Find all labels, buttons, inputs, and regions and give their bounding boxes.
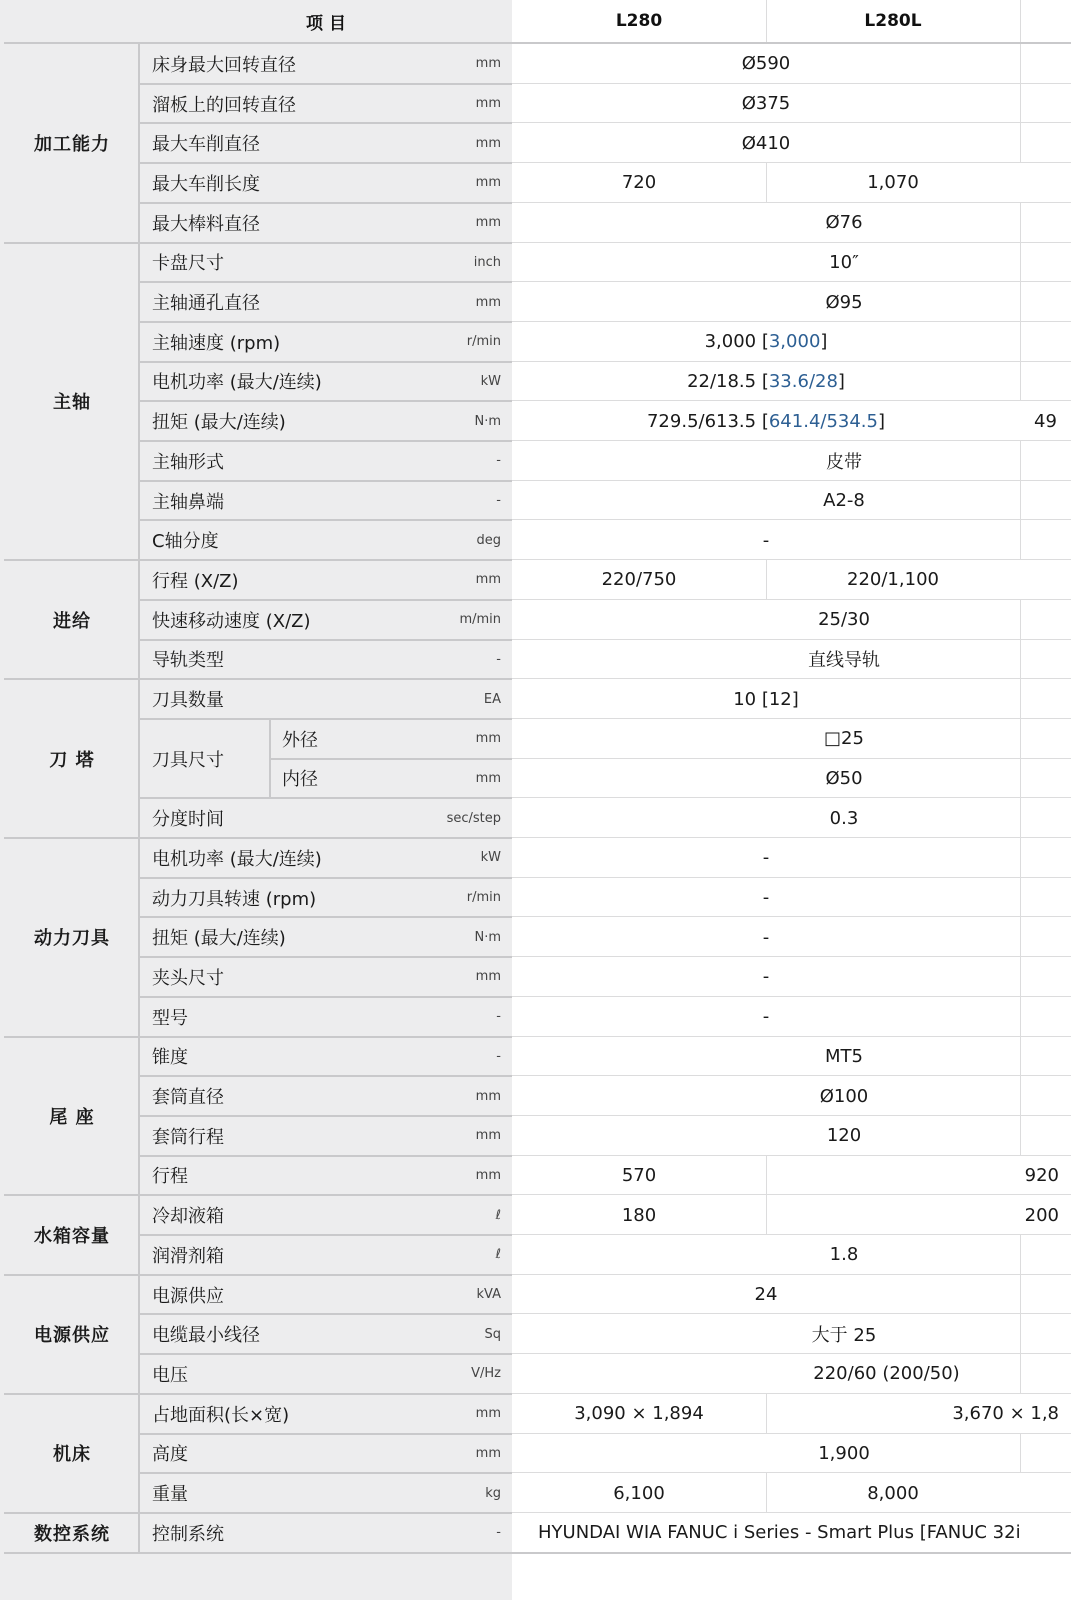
row-divider-label xyxy=(140,122,512,124)
spec-value: Ø375 xyxy=(512,84,1020,124)
row-divider-label xyxy=(140,718,512,720)
value-right-divider xyxy=(1020,1434,1021,1474)
value-right-divider xyxy=(1020,203,1021,243)
value-right-divider xyxy=(1020,243,1021,283)
spec-item-label: 最大棒料直径 xyxy=(140,203,390,243)
spec-item-label: 行程 (X/Z) xyxy=(140,560,390,600)
spec-unit: m/min xyxy=(390,600,512,640)
spec-item-label: C轴分度 xyxy=(140,520,390,560)
spec-value-l280l: 8,000 xyxy=(766,1473,1020,1513)
spec-unit: mm xyxy=(390,163,512,203)
row-divider-label xyxy=(270,758,512,760)
row-divider-value xyxy=(512,559,1071,560)
spec-value: 24 xyxy=(512,1275,1020,1315)
header-divider xyxy=(4,42,1071,44)
row-divider-value xyxy=(512,1313,1071,1314)
value-right-divider xyxy=(1020,1037,1021,1077)
row-divider-label xyxy=(140,639,512,641)
spec-value-l280l: 3,670 × 1,8 xyxy=(766,1394,1071,1434)
category-spindle: 主轴 xyxy=(4,243,140,561)
row-divider-value xyxy=(512,281,1071,282)
value-right-divider xyxy=(1020,441,1021,481)
value-right-divider xyxy=(1020,1076,1021,1116)
spec-value: 25/30 xyxy=(642,600,1046,640)
spec-value-l280: 570 xyxy=(512,1156,766,1196)
row-divider-value xyxy=(512,361,1071,362)
spec-value: 直线导轨 xyxy=(642,640,1046,680)
row-divider-value xyxy=(512,83,1071,84)
category-tank: 水箱容量 xyxy=(4,1195,140,1274)
spec-item-label: 行程 xyxy=(140,1156,390,1196)
spec-item-label: 卡盘尺寸 xyxy=(140,243,390,283)
row-divider-value xyxy=(512,996,1071,997)
spec-item-label: 主轴速度 (rpm) xyxy=(140,322,390,362)
value-right-divider xyxy=(1020,957,1021,997)
spec-value-option: 641.4/534.5 xyxy=(768,410,878,432)
row-divider-value xyxy=(512,162,1071,163)
spec-item-label: 重量 xyxy=(140,1473,390,1513)
row-divider-value xyxy=(512,1194,1071,1195)
spec-value: 1.8 xyxy=(642,1235,1046,1275)
spec-unit: - xyxy=(390,997,512,1037)
value-right-divider xyxy=(1020,798,1021,838)
spec-unit: - xyxy=(390,640,512,680)
category-machine: 机床 xyxy=(4,1394,140,1513)
row-divider-value xyxy=(512,678,1071,679)
spec-unit: r/min xyxy=(390,322,512,362)
spec-item-label: 冷却液箱 xyxy=(140,1195,390,1235)
spec-item-label: 导轨类型 xyxy=(140,640,390,680)
spec-unit: mm xyxy=(390,1434,512,1474)
spec-item-label: 动力刀具转速 (rpm) xyxy=(140,878,390,918)
spec-value-text: 22/18.5 [ xyxy=(687,370,769,392)
row-divider-label xyxy=(140,1353,512,1355)
value-right-divider xyxy=(1020,917,1021,957)
row-divider-label xyxy=(140,996,512,998)
value-right-divider xyxy=(1020,719,1021,759)
row-divider-label xyxy=(140,281,512,283)
spec-unit: mm xyxy=(390,1116,512,1156)
spec-value-l280l: 920 xyxy=(766,1156,1071,1196)
spec-value-bracket: ] xyxy=(820,331,828,353)
spec-unit: mm xyxy=(390,203,512,243)
value-right-divider xyxy=(1020,878,1021,918)
value-right-divider xyxy=(1020,322,1021,362)
row-divider-value xyxy=(512,639,1071,640)
row-divider-label xyxy=(4,1274,512,1276)
spec-value-l280l: 220/1,100 xyxy=(766,560,1020,600)
spec-unit: kVA xyxy=(390,1275,512,1315)
row-divider-label xyxy=(140,1313,512,1315)
value-split-divider xyxy=(766,1156,767,1196)
header-model-l280l: L280L xyxy=(766,0,1020,42)
value-right-divider xyxy=(1020,759,1021,799)
value-right-divider xyxy=(1020,1275,1021,1315)
row-divider-value xyxy=(512,1036,1071,1037)
spec-unit: mm xyxy=(390,719,512,759)
spec-value: - xyxy=(512,878,1020,918)
row-divider-value xyxy=(512,1472,1071,1473)
value-right-divider xyxy=(1020,520,1021,560)
row-divider-label xyxy=(4,1194,512,1196)
row-divider-label xyxy=(140,956,512,958)
value-right-divider xyxy=(1020,84,1021,124)
spec-unit: ℓ xyxy=(390,1235,512,1275)
header-model-l280: L280 xyxy=(512,0,766,42)
turret-tool-size-label: 刀具尺寸 xyxy=(140,719,270,798)
spec-value: A2-8 xyxy=(642,481,1046,521)
spec-value: 120 xyxy=(642,1116,1046,1156)
spec-value: 皮带 xyxy=(642,441,1046,481)
spec-unit: mm xyxy=(390,44,512,84)
spec-item-label: 高度 xyxy=(140,1434,390,1474)
spec-value: Ø410 xyxy=(512,123,1020,163)
row-divider-value xyxy=(512,1155,1071,1156)
spec-unit: mm xyxy=(390,560,512,600)
spec-item-label: 电机功率 (最大/连续) xyxy=(140,838,390,878)
spec-unit: mm xyxy=(390,759,512,799)
value-right-divider xyxy=(1020,481,1021,521)
row-divider-value xyxy=(512,718,1071,719)
category-turret: 刀 塔 xyxy=(4,679,140,838)
spec-unit: ℓ xyxy=(390,1195,512,1235)
spec-value: 大于 25 xyxy=(642,1314,1046,1354)
row-divider-label xyxy=(140,321,512,323)
row-divider-label xyxy=(140,162,512,164)
table-bottom-line xyxy=(4,1552,1071,1554)
spec-value: MT5 xyxy=(642,1037,1046,1077)
value-right-divider xyxy=(1020,362,1021,402)
value-right-divider xyxy=(1020,1314,1021,1354)
row-divider-value xyxy=(512,1274,1071,1275)
spec-item-label: 刀具数量 xyxy=(140,679,390,719)
spec-value: 1,900 xyxy=(642,1434,1046,1474)
spec-item-label: 电压 xyxy=(140,1354,390,1394)
row-divider-value xyxy=(512,758,1071,759)
spec-unit: N·m xyxy=(390,917,512,957)
row-divider-label xyxy=(4,837,512,839)
value-right-divider xyxy=(1020,640,1021,680)
spec-value-l280: 3,090 × 1,894 xyxy=(512,1394,766,1434)
category-feed: 进给 xyxy=(4,560,140,679)
row-divider-value xyxy=(512,797,1071,798)
row-divider-value xyxy=(512,202,1071,203)
value-right-divider xyxy=(1020,1235,1021,1275)
spec-value: 220/60 (200/50) xyxy=(702,1354,1071,1394)
row-divider-label xyxy=(140,916,512,918)
spec-value: - xyxy=(512,917,1020,957)
row-divider-label xyxy=(140,202,512,204)
spec-value-text: 3,000 [ xyxy=(704,331,769,353)
category-power: 电源供应 xyxy=(4,1275,140,1394)
value-right-divider xyxy=(1020,997,1021,1037)
spec-unit: mm xyxy=(390,957,512,997)
row-divider-label xyxy=(4,678,512,680)
header-model-divider xyxy=(766,0,767,42)
row-divider-value xyxy=(512,122,1071,123)
spec-value-bracket: ] xyxy=(877,410,886,432)
spec-value: - xyxy=(512,838,1020,878)
value-right-divider xyxy=(1020,1116,1021,1156)
spec-item-label: 主轴通孔直径 xyxy=(140,282,390,322)
value-right-divider xyxy=(1020,838,1021,878)
spec-value: Ø590 xyxy=(512,44,1020,84)
row-divider-value xyxy=(512,242,1071,243)
spec-item-label: 主轴形式 xyxy=(140,441,390,481)
row-divider-value xyxy=(512,480,1071,481)
row-divider-label xyxy=(140,877,512,879)
spec-item-label: 夹头尺寸 xyxy=(140,957,390,997)
row-divider-value xyxy=(512,321,1071,322)
spec-unit: V/Hz xyxy=(390,1354,512,1394)
row-divider-label xyxy=(140,400,512,402)
spec-value-option: 33.6/28 xyxy=(768,370,838,392)
spec-unit: sec/step xyxy=(390,798,512,838)
spec-item-label: 内径 xyxy=(270,759,390,799)
spec-value: Ø95 xyxy=(642,282,1046,322)
spec-value: Ø100 xyxy=(642,1076,1046,1116)
value-right-divider xyxy=(1020,679,1021,719)
spec-value-l280: 6,100 xyxy=(512,1473,766,1513)
row-divider-value xyxy=(512,1393,1071,1394)
row-divider-label xyxy=(140,797,512,799)
spec-value xyxy=(512,362,1020,402)
row-divider-label xyxy=(140,519,512,521)
spec-value xyxy=(512,322,1020,362)
row-divider-label xyxy=(140,83,512,85)
spec-unit: deg xyxy=(390,520,512,560)
spec-unit: - xyxy=(390,1513,512,1553)
spec-value: Ø76 xyxy=(642,203,1046,243)
spec-value: 0.3 xyxy=(642,798,1046,838)
value-split-divider xyxy=(766,1394,767,1434)
row-divider-value xyxy=(512,1512,1071,1513)
spec-unit: EA xyxy=(390,679,512,719)
spec-value-l280: 220/750 xyxy=(512,560,766,600)
value-split-divider xyxy=(766,1195,767,1235)
value-right-divider xyxy=(1020,282,1021,322)
spec-item-label: 电源供应 xyxy=(140,1275,390,1315)
spec-value: HYUNDAI WIA FANUC i Series - Smart Plus [FANUC 32i xyxy=(512,1513,1071,1553)
row-divider-value xyxy=(512,519,1071,520)
spec-item-label: 床身最大回转直径 xyxy=(140,44,390,84)
row-divider-value xyxy=(512,599,1071,600)
row-divider-label xyxy=(4,1393,512,1395)
spec-unit: mm xyxy=(390,1076,512,1116)
spec-item-label: 主轴鼻端 xyxy=(140,481,390,521)
spec-value-l280: 720 xyxy=(512,163,766,203)
row-divider-label xyxy=(140,1472,512,1474)
row-divider-value xyxy=(512,877,1071,878)
spec-value-next-model: 49 xyxy=(1020,401,1071,441)
row-divider-label xyxy=(140,599,512,601)
spec-value-text: 729.5/613.5 [ xyxy=(646,410,769,432)
value-right-divider xyxy=(1020,123,1021,163)
row-divider-value xyxy=(512,440,1071,441)
spec-value-option: 3,000 xyxy=(768,331,821,353)
spec-unit: mm xyxy=(390,1156,512,1196)
spec-value: - xyxy=(512,957,1020,997)
value-right-divider xyxy=(1020,1354,1021,1394)
spec-value: Ø50 xyxy=(642,759,1046,799)
spec-item-label: 控制系统 xyxy=(140,1513,390,1553)
value-right-divider xyxy=(1020,44,1021,84)
row-divider-value xyxy=(512,1234,1071,1235)
spec-unit: inch xyxy=(390,243,512,283)
row-divider-value xyxy=(512,1433,1071,1434)
spec-unit: N·m xyxy=(390,401,512,441)
spec-item-label: 溜板上的回转直径 xyxy=(140,84,390,124)
spec-value: □25 xyxy=(642,719,1046,759)
row-divider-label xyxy=(4,1512,512,1514)
spec-unit: - xyxy=(390,1037,512,1077)
row-divider-label xyxy=(140,1234,512,1236)
spec-item-label: 最大车削直径 xyxy=(140,123,390,163)
spec-item-label: 润滑剂箱 xyxy=(140,1235,390,1275)
spec-unit: kg xyxy=(390,1473,512,1513)
spec-unit: - xyxy=(390,441,512,481)
spec-item-label: 扭矩 (最大/连续) xyxy=(140,917,390,957)
row-divider-value xyxy=(512,837,1071,838)
row-divider-label xyxy=(140,480,512,482)
spec-item-label: 扭矩 (最大/连续) xyxy=(140,401,390,441)
row-divider-label xyxy=(4,559,512,561)
row-divider-value xyxy=(512,916,1071,917)
spec-item-label: 套筒行程 xyxy=(140,1116,390,1156)
spec-unit: mm xyxy=(390,1394,512,1434)
turret-sub-divider xyxy=(269,719,271,798)
header-model-divider-right xyxy=(1020,0,1021,42)
spec-unit: kW xyxy=(390,362,512,402)
spec-value: 10 [12] xyxy=(512,679,1020,719)
spec-item-label: 分度时间 xyxy=(140,798,390,838)
spec-unit: kW xyxy=(390,838,512,878)
spec-item-label: 最大车削长度 xyxy=(140,163,390,203)
row-divider-value xyxy=(512,400,1071,401)
category-machining: 加工能力 xyxy=(4,44,140,243)
spec-unit: r/min xyxy=(390,878,512,918)
spec-value-bracket: ] xyxy=(837,370,845,392)
spec-value-l280l: 1,070 xyxy=(766,163,1020,203)
spec-item-label: 电机功率 (最大/连续) xyxy=(140,362,390,402)
row-divider-label xyxy=(4,242,512,244)
spec-item-label: 套筒直径 xyxy=(140,1076,390,1116)
spec-unit: mm xyxy=(390,84,512,124)
spec-item-label: 占地面积(长×宽) xyxy=(140,1394,390,1434)
spec-item-label: 电缆最小线径 xyxy=(140,1314,390,1354)
value-split-divider xyxy=(766,163,767,203)
row-divider-label xyxy=(140,1075,512,1077)
category-live_tool: 动力刀具 xyxy=(4,838,140,1037)
spec-value: 10″ xyxy=(642,243,1046,283)
row-divider-label xyxy=(140,1115,512,1117)
header-item-label: 项 目 xyxy=(140,0,512,42)
row-divider-value xyxy=(512,1353,1071,1354)
row-divider-value xyxy=(512,1075,1071,1076)
spec-unit: mm xyxy=(390,282,512,322)
category-tailstock: 尾 座 xyxy=(4,1037,140,1196)
value-split-divider xyxy=(766,1473,767,1513)
spec-value xyxy=(512,401,1020,441)
row-divider-label xyxy=(140,361,512,363)
row-divider-label xyxy=(4,1036,512,1038)
spec-item-label: 型号 xyxy=(140,997,390,1037)
value-right-divider xyxy=(1020,600,1021,640)
row-divider-value xyxy=(512,956,1071,957)
row-divider-label xyxy=(140,1433,512,1435)
category-nc: 数控系统 xyxy=(4,1513,140,1553)
spec-unit: Sq xyxy=(390,1314,512,1354)
spec-value: - xyxy=(512,520,1020,560)
spec-unit: - xyxy=(390,481,512,521)
spec-item-label: 快速移动速度 (X/Z) xyxy=(140,600,390,640)
row-divider-value xyxy=(512,1115,1071,1116)
value-split-divider xyxy=(766,560,767,600)
spec-value-l280l: 200 xyxy=(766,1195,1071,1235)
spec-item-label: 锥度 xyxy=(140,1037,390,1077)
spec-unit: mm xyxy=(390,123,512,163)
spec-item-label: 外径 xyxy=(270,719,390,759)
spec-value: - xyxy=(512,997,1020,1037)
category-column-divider xyxy=(138,44,140,1553)
row-divider-label xyxy=(140,440,512,442)
spec-value-l280: 180 xyxy=(512,1195,766,1235)
row-divider-label xyxy=(140,1155,512,1157)
